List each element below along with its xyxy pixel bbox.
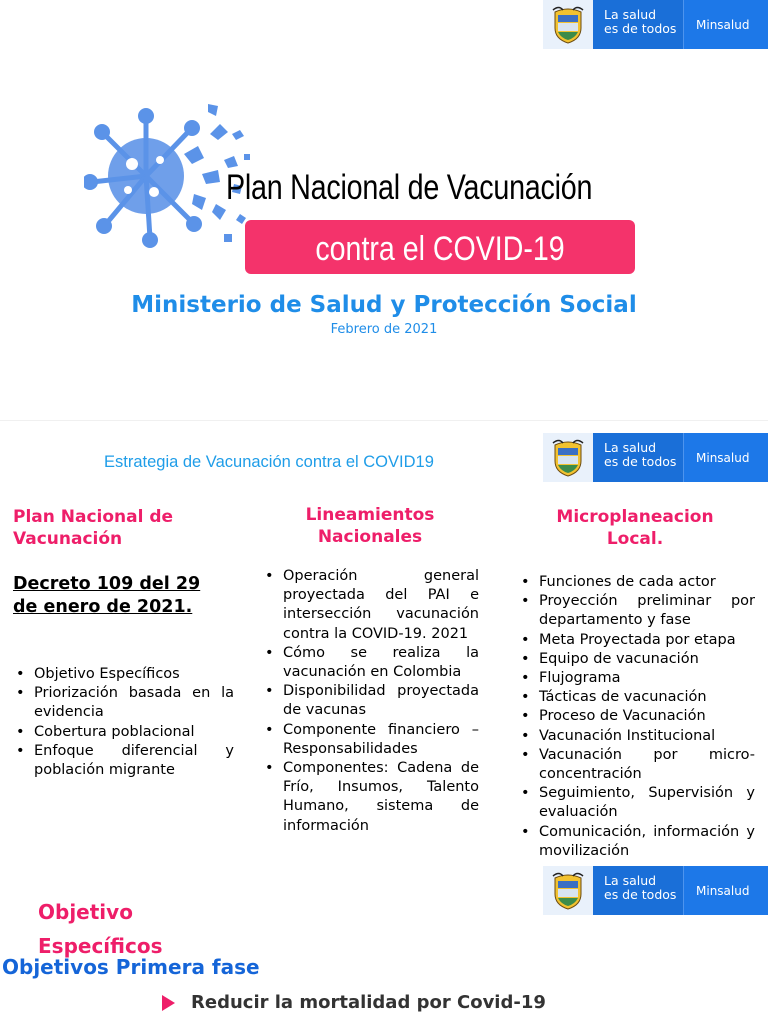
colombia-seal-icon — [543, 0, 593, 49]
colombia-seal-icon — [543, 866, 593, 915]
colombia-seal-icon — [543, 433, 593, 482]
decree-text: Decreto 109 del 29 de enero de 2021. — [13, 574, 201, 617]
list-item: • Vacunación por micro-concentración — [517, 746, 755, 784]
strategy-title: Estrategia de Vacunación contra el COVID19 — [104, 453, 434, 471]
plan-heading: Plan Nacional de Vacunación — [13, 507, 174, 549]
list-item: • Proceso de Vacunación — [517, 707, 755, 726]
list-item: • Componente financiero – Responsabilidades — [261, 721, 479, 759]
minsalud-banner — [543, 0, 768, 49]
list-item: • Proyección preliminar por departamento y fase — [517, 592, 755, 630]
minsalud-banner — [543, 866, 768, 915]
guidelines-heading: Lineamientos Nacionales — [305, 505, 435, 547]
list-item: • Flujograma — [517, 669, 755, 688]
slide-divider — [0, 420, 768, 421]
first-phase-heading: Objetivos Primera fase — [2, 955, 260, 979]
brand-label: Minsalud — [683, 866, 768, 915]
list-item: • Objetivo Específicos — [12, 665, 234, 684]
list-item: • Enfoque diferencial y población migrante — [12, 742, 234, 780]
list-item: • Vacunación Institucional — [517, 727, 755, 746]
list-item: • Priorización basada en la evidencia — [12, 684, 234, 722]
list-item: • Funciones de cada actor — [517, 573, 755, 592]
guidelines-list — [261, 567, 479, 864]
microplanning-list — [517, 573, 755, 863]
list-item: • Comunicación, información y movilización — [517, 823, 755, 861]
minsalud-banner — [543, 433, 768, 482]
brand-label: Minsalud — [683, 0, 768, 49]
plan-list — [12, 665, 234, 780]
microplanning-heading: Microplaneacion Local. — [556, 507, 714, 549]
motto: La salud es de todos — [593, 0, 683, 49]
slide-title — [0, 0, 768, 400]
objective-text: Reducir la mortalidad por Covid-19 — [191, 992, 546, 1013]
brand-label: Minsalud — [683, 433, 768, 482]
list-item: • Cobertura poblacional — [12, 723, 234, 742]
list-item: • Tácticas de vacunación — [517, 688, 755, 707]
objective-heading: Objetivo Específicos — [38, 900, 163, 958]
subtitle-text: contra el COVID-19 — [315, 230, 565, 268]
slide-title-heading: Plan Nacional de Vacunación — [226, 168, 593, 207]
triangle-bullet-icon — [162, 995, 175, 1011]
list-item: • Meta Proyectada por etapa — [517, 631, 755, 650]
ministry-name: Ministerio de Salud y Protección Social — [131, 292, 637, 318]
date-label: Febrero de 2021 — [330, 322, 438, 337]
list-item: • Cómo se realiza la vacunación en Colombia — [261, 644, 479, 682]
list-item: • Componentes: Cadena de Frío, Insumos, Talento Humano, sistema de información — [261, 759, 479, 836]
list-item: • Equipo de vacunación — [517, 650, 755, 669]
list-item: • Disponibilidad proyectada de vacunas — [261, 682, 479, 720]
motto: La salud es de todos — [593, 866, 683, 915]
objective-bullet — [162, 992, 546, 1013]
motto: La salud es de todos — [593, 433, 683, 482]
list-item: • Seguimiento, Supervisión y evaluación — [517, 784, 755, 822]
list-item: • Operación general proyectada del PAI e intersección vacunación contra la COVID-19. 2021 — [261, 567, 479, 644]
subtitle-pill — [245, 220, 635, 274]
